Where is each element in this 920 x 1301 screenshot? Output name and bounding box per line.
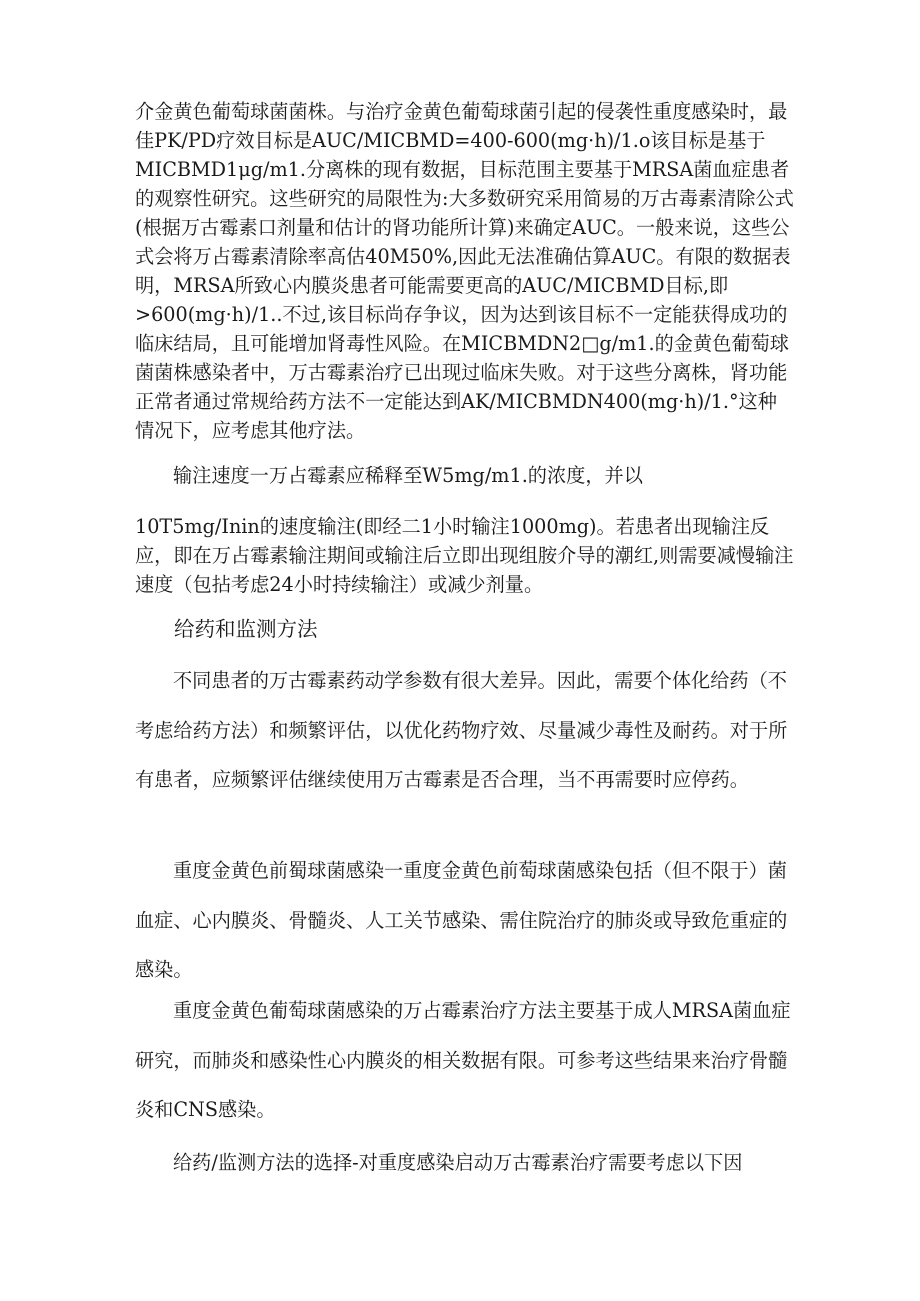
paragraph-auc-target: 介金黄色葡萄球菌菌株。与治疗金黄色葡萄球菌引起的侵袭性重度感染时，最佳PK/PD疗效目标是AUC/MICBMD=400-600(mg·h)/1.o该目标是基于MICBMD1μg/m1.分离株的现有数据，目标范围主要基于MRSA菌血症患者的观察性研究。这些研究的局限性为:大多数研究采用简易的万古毒素清除公式(根据万古霉素口剂量和估计的肾功能所计算)来确定AUC。一般来说，这些公式会将万占霉素清除率高估40M50%,因此无法准确估算AUC。有限的数据表明，MRSA所致心内膜炎患者可能需要更高的AUC/MICBMD目标,即>600(mg·h)/1..不过,该目标尚存争议，因为达到该目标不一定能获得成功的临床结局，且可能增加肾毒性风险。在MICBMDN2□g/m1.的金黄色葡萄球菌菌株感染者中，万古霉素治疗已出现过临床失败。对于这些分离株，肾功能正常者通过常规给药方法不一定能达到AK/MICBMDN400(mg·h)/1.°这种情况下，应考虑其他疗法。 <box>135 100 794 442</box>
paragraph-infusion-reaction: 10T5mg/Inin的速度输注(即经二1小时输注1000mg)。若患者出现输注反应，即在万占霉素输注期间或输注后立即出现组胺介导的潮红,则需要减慢输注速度（包拈考虑24小时持续输注）或减少剂量。 <box>135 515 794 596</box>
paragraph-infusion-rate: 输注速度一万占霉素应稀释至W5mg/m1.的浓度，并以 <box>173 464 643 487</box>
paragraph-severe-infection: 重度金黄色前蜀球菌感染一重度金黄色前萄球菌感染包括（但不限于）菌血症、心内膜炎、骨髓炎、人工关节感染、需住院治疗的肺炎或导致危重症的感染。 <box>135 859 788 981</box>
section-heading: 给药和监测方法 <box>174 617 318 641</box>
paragraph-individualized-dosing: 不同患者的万古霉素药动学参数有很大差异。因此，需要个体化给药（不考虑给药方法）和频繁评估，以优化药物疗效、尽量减少毒性及耐药。对于所有患者，应频繁评估继续使用万古霉素是否合理，当不再需要时应停药。 <box>135 669 788 791</box>
paragraph-treatment-basis: 重度金黄色葡萄球菌感染的万占霉素治疗方法主要基于成人MRSA菌血症研究，而肺炎和感染性心内膜炎的相关数据有限。可参考这些结果来治疗骨髓炎和CNS感染。 <box>135 999 791 1121</box>
paragraph-method-selection: 给药/监测方法的选择-对重度感染启动万古霉素治疗需要考虑以下因 <box>173 1151 743 1174</box>
